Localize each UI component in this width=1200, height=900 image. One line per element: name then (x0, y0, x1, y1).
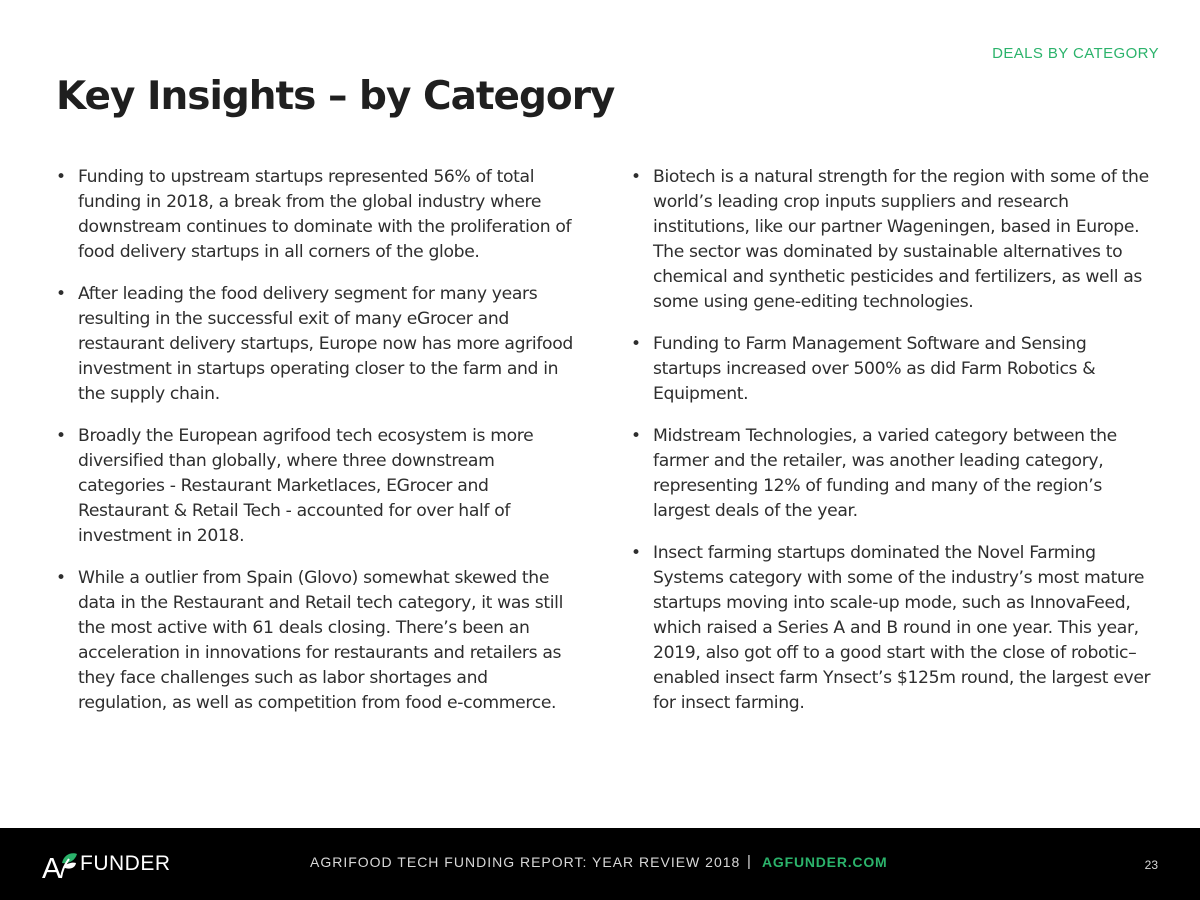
section-label: DEALS BY CATEGORY (992, 45, 1159, 62)
insight-text: While a outlier from Spain (Glovo) somewhat skewed the data in the Restaurant and Retail tech category, it was still the most active with 61 deals closing. There’s been an acceleration in innovations for restaurants and retailers as they face challenges such as labor shortages and regulation, as well as competition from food e-commerce. (78, 568, 564, 713)
bullet-dot: • (631, 334, 641, 354)
page-number: 23 (1144, 858, 1158, 872)
agfunder-logo[interactable] (42, 847, 171, 881)
report-title: AGRIFOOD TECH FUNDING REPORT: YEAR REVIEW 2018 (310, 854, 741, 870)
bullet-dot: • (56, 426, 66, 446)
insight-text: Midstream Technologies, a varied category between the farmer and the retailer, was another leading category, representing 12% of funding and many of the region’s largest deals of the year. (653, 426, 1117, 521)
insight-text: Biotech is a natural strength for the region with some of the world’s leading crop inputs suppliers and research institutions, like our partner Wageningen, based in Europe. The sector was dominated by sustainable alternatives to chemical and synthetic pesticides and fertilizers, as well as some using gene-editing technologies. (653, 167, 1149, 312)
insight-text: Broadly the European agrifood tech ecosystem is more diversified than globally, where three downstream categories - Restaurant Marketlaces, EGrocer and Restaurant & Retail Tech - accounted for over half of investment in 2018. (78, 426, 534, 546)
insight-bullet (56, 165, 576, 265)
insight-bullet (631, 332, 1151, 407)
insights-right-column (631, 165, 1151, 733)
bullet-dot: • (631, 543, 641, 563)
insight-text: Funding to upstream startups represented 56% of total funding in 2018, a break from the global industry where downstream continues to dominate with the proliferation of food delivery startups in all corners of the globe. (78, 167, 572, 262)
insight-bullet (631, 541, 1151, 716)
insight-bullet (56, 282, 576, 407)
bullet-dot: • (631, 426, 641, 446)
insight-bullet (631, 165, 1151, 315)
bullet-dot: • (631, 167, 641, 187)
svg-text:A: A (42, 853, 62, 881)
footer-bar (0, 828, 1200, 900)
insight-text: Insect farming startups dominated the Novel Farming Systems category with some of the industry’s most mature startups moving into scale-up mode, such as InnovaFeed, which raised a Series A and B round in one year. This year, 2019, also got off to a good start with the close of robotic–enabled insect farm Ynsect’s $125m round, the largest ever for insect farming. (653, 543, 1151, 713)
logo-text: FUNDER (80, 852, 171, 875)
insight-text: After leading the food delivery segment for many years resulting in the successful exit of many eGrocer and restaurant delivery startups, Europe now has more agrifood investment in startups operating closer to the farm and in the supply chain. (78, 284, 573, 404)
bullet-dot: • (56, 167, 66, 187)
page-title: Key Insights – by Category (56, 74, 615, 119)
insight-bullet (56, 566, 576, 716)
bullet-dot: • (56, 568, 66, 588)
bullet-dot: • (56, 284, 66, 304)
footer-separator: | (747, 853, 751, 870)
insight-bullet (631, 424, 1151, 524)
insight-bullet (56, 424, 576, 549)
insights-left-column (56, 165, 576, 733)
website-link[interactable]: AGFUNDER.COM (762, 854, 888, 870)
insight-text: Funding to Farm Management Software and Sensing startups increased over 500% as did Farm Robotics & Equipment. (653, 334, 1096, 404)
agfunder-leaf-logo-icon (42, 847, 80, 881)
